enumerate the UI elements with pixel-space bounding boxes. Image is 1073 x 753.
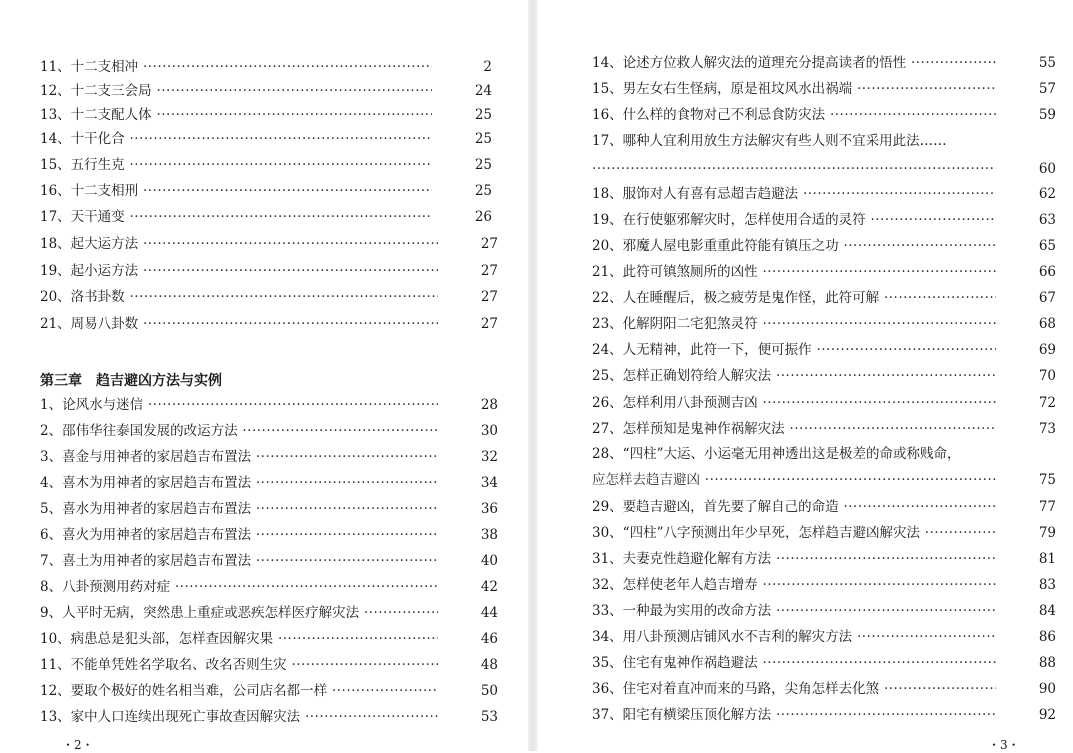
toc-entry: 2、邵伟华往泰国发展的改运方法 ····· 30: [40, 420, 498, 442]
toc-entry: 34、用八卦预测店铺风水不吉利的解灾方法 ····· 86: [592, 626, 1056, 648]
toc-entry: 11、十二支相冲 ····· 2: [40, 56, 492, 78]
toc-entry: 1、论风水与迷信 ····· 28: [40, 394, 498, 416]
toc-entry: 7、喜土为用神者的家居趋吉布置法 ····· 40: [40, 550, 498, 572]
toc-entry: 20、邪魔人屋电影重重此符能有镇压之功 ····· 65: [592, 235, 1056, 257]
toc-entry: 28、“四柱”大运、小运毫无用神透出这是极差的命或称贱命，: [592, 446, 961, 462]
toc-entry-continuation: ····· 60: [592, 158, 1056, 180]
toc-entry: 15、五行生克 ····· 25: [40, 154, 492, 176]
page-number-left: ・2・: [62, 738, 94, 752]
toc-entry: 12、十二支三会局 ····· 24: [40, 80, 492, 102]
toc-entry: 9、人平时无病，突然患上重症或恶疾怎样医疗解灾法 ····· 44: [40, 602, 498, 624]
toc-entry: 19、在行使躯邪解灾时，怎样使用合适的灵符 ····· 63: [592, 209, 1056, 231]
toc-entry: 11、不能单凭姓名学取名、改名否则生灾 ····· 48: [40, 654, 498, 676]
toc-entry: 30、“四柱”八字预测出年少早死，怎样趋吉避凶解灾法 ····· 79: [592, 522, 1056, 544]
toc-entry: 15、男左女右生怪病，原是祖坟风水出祸端 ····· 57: [592, 78, 1056, 100]
toc-entry: 20、洛书卦数 ····· 27: [40, 286, 498, 308]
toc-entry: 37、阳宅有横梁压顶化解方法 ····· 92: [592, 704, 1056, 726]
left-page: [0, 0, 530, 751]
toc-entry: 14、论述方位救人解灾法的道理充分提高读者的悟性 ····· 55: [592, 52, 1056, 74]
toc-entry: 32、怎样使老年人趋吉增寿 ····· 83: [592, 574, 1056, 596]
toc-entry: 13、家中人口连续出现死亡事故查因解灾法 ····· 53: [40, 706, 498, 728]
toc-entry: 22、人在睡醒后，极之疲劳是鬼作怪，此符可解 ····· 67: [592, 287, 1056, 309]
toc-entry: 16、什么样的食物对己不利忌食防灾法 ····· 59: [592, 104, 1056, 126]
toc-entry: 5、喜水为用神者的家居趋吉布置法 ····· 36: [40, 498, 498, 520]
toc-entry: 16、十二支相刑 ····· 25: [40, 180, 492, 202]
toc-entry: 26、怎样利用八卦预测吉凶 ····· 72: [592, 392, 1056, 414]
toc-entry: 24、人无精神，此符一下，便可振作 ····· 69: [592, 339, 1056, 361]
toc-entry: 6、喜火为用神者的家居趋吉布置法 ····· 38: [40, 524, 498, 546]
toc-entry: 35、住宅有鬼神作祸趋避法 ····· 88: [592, 652, 1056, 674]
toc-entry: 14、十干化合 ····· 25: [40, 128, 492, 150]
toc-entry: 4、喜木为用神者的家居趋吉布置法 ····· 34: [40, 472, 498, 494]
toc-entry: 13、十二支配人体 ····· 25: [40, 104, 492, 126]
toc-entry: 23、化解阴阳二宅犯煞灵符 ····· 68: [592, 313, 1056, 335]
toc-entry: 17、哪种人宜利用放生方法解灾有些人则不宜采用此法……: [592, 133, 947, 149]
toc-entry: 3、喜金与用神者的家居趋吉布置法 ····· 32: [40, 446, 498, 468]
toc-entry: 8、八卦预测用药对症 ····· 42: [40, 576, 498, 598]
toc-entry: 17、天干通变 ····· 26: [40, 206, 492, 228]
toc-entry: 36、住宅对着直冲而来的马路，尖角怎样去化煞 ····· 90: [592, 678, 1056, 700]
toc-entry: 21、此符可镇煞厕所的凶性 ····· 66: [592, 261, 1056, 283]
toc-entry: 18、起大运方法 ····· 27: [40, 233, 498, 255]
toc-entry: 10、病患总是犯头部，怎样查因解灾果 ····· 46: [40, 628, 498, 650]
toc-entry: 18、服饰对人有喜有忌超吉趋避法 ····· 62: [592, 183, 1056, 205]
toc-entry: 29、要趋吉避凶，首先要了解自己的命造 ····· 77: [592, 496, 1056, 518]
page-number-right: ・3・: [988, 738, 1020, 752]
toc-entry: 27、怎样预知是鬼神作祸解灾法 ····· 73: [592, 418, 1056, 440]
toc-entry: 12、要取个极好的姓名相当难，公司店名都一样 ····· 50: [40, 680, 498, 702]
toc-entry-continuation: 应怎样去趋吉避凶 ····· 75: [592, 469, 1056, 491]
chapter-heading: 第三章 趋吉避凶方法与实例: [40, 373, 222, 389]
toc-entry: 19、起小运方法 ····· 27: [40, 260, 498, 282]
toc-entry: 21、周易八卦数 ····· 27: [40, 313, 498, 335]
right-page: [536, 0, 1073, 751]
toc-entry: 31、夫妻克性趋避化解有方法 ····· 81: [592, 548, 1056, 570]
toc-entry: 25、怎样正确划符给人解灾法 ····· 70: [592, 365, 1056, 387]
toc-entry: 33、一种最为实用的改命方法 ····· 84: [592, 600, 1056, 622]
